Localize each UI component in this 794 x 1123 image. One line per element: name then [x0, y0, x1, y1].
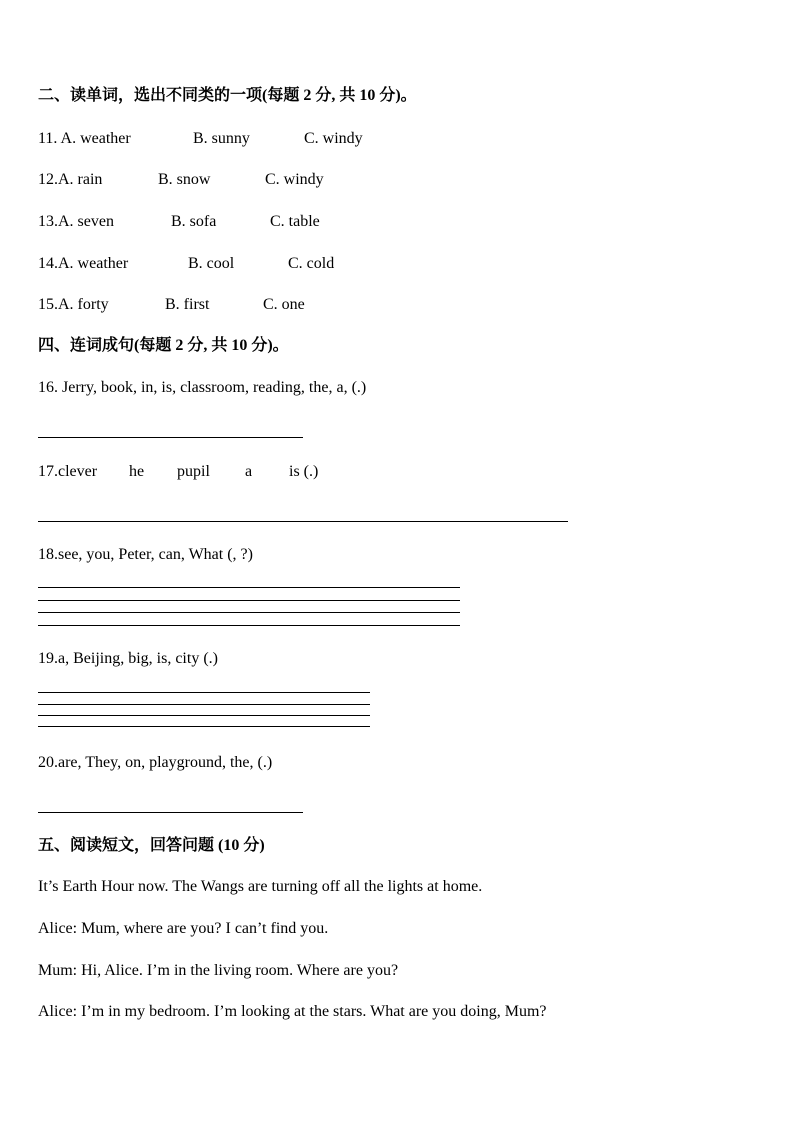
word: a — [245, 463, 253, 480]
writing-line — [38, 600, 460, 601]
word: pupil — [177, 463, 210, 480]
option-b: B. cool — [188, 255, 235, 272]
question-16-prompt: 16. Jerry, book, in, is, classroom, reading, the, a, (.) — [38, 379, 367, 396]
option-b: B. snow — [158, 171, 211, 188]
answer-line — [38, 521, 568, 522]
section-2-heading: 二、读单词，选出不同类的一项(每题 2 分, 共 10 分)。 — [38, 87, 417, 104]
answer-line — [38, 812, 303, 813]
question-19-prompt: 19.a, Beijing, big, is, city (.) — [38, 650, 218, 667]
answer-line — [38, 437, 303, 438]
word: 17.clever — [38, 463, 98, 480]
option-a: 13.A. seven — [38, 213, 114, 230]
section-5-heading: 五、阅读短文，回答问题 (10 分) — [38, 837, 265, 854]
passage-line: It’s Earth Hour now. The Wangs are turning off all the lights at home. — [38, 878, 483, 895]
word: he — [129, 463, 145, 480]
option-b: B. sofa — [171, 213, 217, 230]
writing-line — [38, 587, 460, 588]
option-c: C. one — [263, 296, 305, 313]
section-4-heading: 四、连词成句(每题 2 分, 共 10 分)。 — [38, 337, 289, 354]
option-b: B. sunny — [193, 130, 250, 147]
option-b: B. first — [165, 296, 210, 313]
writing-line — [38, 726, 370, 727]
option-a: 12.A. rain — [38, 171, 103, 188]
question-18-prompt: 18.see, you, Peter, can, What (, ?) — [38, 546, 253, 563]
writing-line — [38, 715, 370, 716]
passage-line: Alice: Mum, where are you? I can’t find you. — [38, 920, 329, 937]
word: is (.) — [289, 463, 319, 480]
passage-line: Mum: Hi, Alice. I’m in the living room. Where are you? — [38, 962, 399, 979]
option-c: C. cold — [288, 255, 335, 272]
writing-line — [38, 704, 370, 705]
writing-line — [38, 692, 370, 693]
option-a: 15.A. forty — [38, 296, 109, 313]
writing-line — [38, 612, 460, 613]
question-20-prompt: 20.are, They, on, playground, the, (.) — [38, 754, 273, 771]
option-c: C. windy — [265, 171, 324, 188]
option-c: C. table — [270, 213, 320, 230]
option-c: C. windy — [304, 130, 363, 147]
passage-line: Alice: I’m in my bedroom. I’m looking at the stars. What are you doing, Mum? — [38, 1003, 547, 1020]
option-a: 11. A. weather — [38, 130, 131, 147]
writing-line — [38, 625, 460, 626]
option-a: 14.A. weather — [38, 255, 129, 272]
